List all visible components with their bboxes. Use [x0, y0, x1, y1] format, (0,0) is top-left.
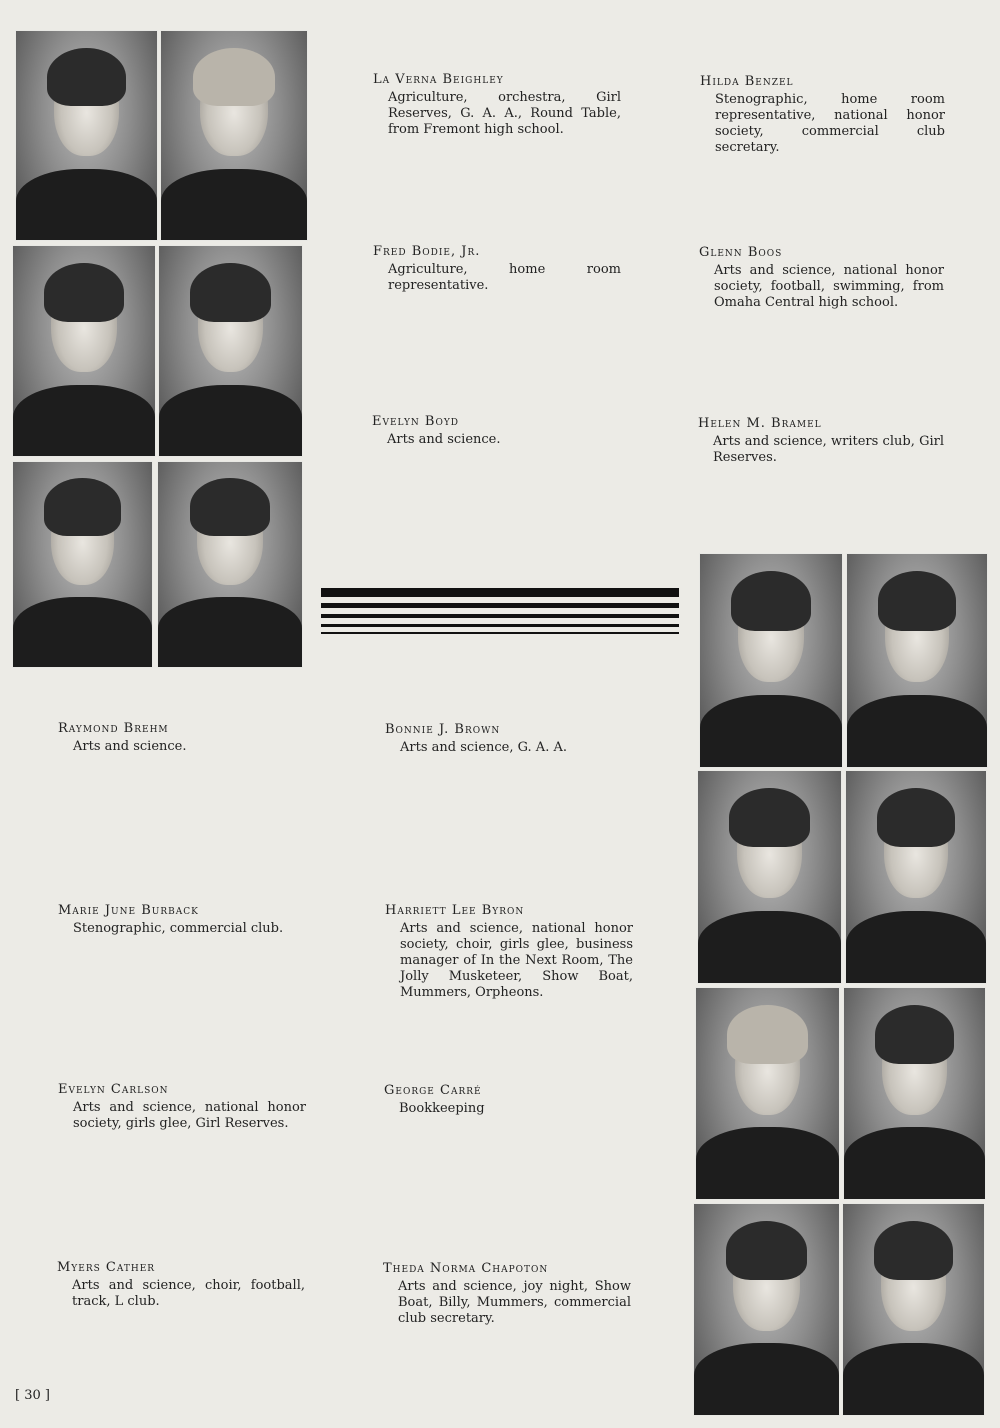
student-entry — [384, 1083, 632, 1117]
student-entry — [372, 414, 620, 448]
student-entry — [57, 1260, 305, 1310]
student-activities: Agriculture, home room representative. — [388, 262, 621, 293]
student-name: Evelyn Boyd — [372, 414, 459, 429]
student-entry — [385, 903, 633, 1001]
student-entry — [373, 244, 621, 294]
student-entry — [58, 903, 306, 937]
portrait-photo — [846, 553, 988, 768]
decorative-rule — [321, 603, 679, 608]
portrait-photo — [693, 1203, 840, 1416]
portrait-photo — [12, 461, 153, 668]
student-name: Harriett Lee Byron — [385, 903, 525, 918]
student-name: La Verna Beighley — [373, 72, 504, 87]
student-name: Glenn Boos — [699, 245, 783, 260]
portrait-photo — [158, 245, 303, 457]
student-name: Raymond Brehm — [58, 721, 169, 736]
decorative-rule — [321, 614, 679, 618]
student-activities: Arts and science, joy night, Show Boat, Billy, Mummers, commercial club secretary. — [398, 1279, 631, 1326]
student-activities: Arts and science, writers club, Girl Reserves. — [713, 434, 944, 465]
student-activities: Agriculture, orchestra, Girl Reserves, G. A. A., Round Table, from Fremont high school. — [388, 90, 621, 137]
student-activities: Stenographic, home room representative, national honor society, commercial club secretary. — [715, 92, 945, 155]
portrait-photo — [697, 770, 842, 984]
decorative-rule — [321, 588, 679, 597]
portrait-photo — [15, 30, 158, 241]
student-name: Evelyn Carlson — [58, 1082, 169, 1097]
student-entry — [698, 416, 944, 466]
student-name: Marie June Burback — [58, 903, 199, 918]
student-activities: Arts and science, national honor society, football, swimming, from Omaha Central high school. — [714, 263, 944, 310]
student-activities: Arts and science, choir, football, track, L club. — [72, 1278, 305, 1309]
student-entry — [699, 245, 944, 311]
student-entry — [58, 721, 306, 755]
portrait-photo — [845, 770, 987, 984]
student-name: Fred Bodie, Jr. — [373, 244, 481, 259]
student-entry — [383, 1261, 631, 1327]
student-activities: Arts and science. — [387, 432, 501, 447]
student-entry — [700, 74, 945, 156]
portrait-photo — [157, 461, 303, 668]
page-number: [ 30 ] — [15, 1388, 50, 1403]
student-name: Myers Cather — [57, 1260, 156, 1275]
portrait-photo — [843, 987, 986, 1200]
portrait-photo — [695, 987, 840, 1200]
portrait-photo — [699, 553, 843, 768]
student-name: Helen M. Bramel — [698, 416, 822, 431]
student-activities: Arts and science, G. A. A. — [400, 740, 567, 755]
student-entry — [58, 1082, 306, 1132]
student-name: Bonnie J. Brown — [385, 722, 501, 737]
student-activities: Arts and science, national honor society, girls glee, Girl Reserves. — [73, 1100, 306, 1131]
student-activities: Arts and science, national honor society, choir, girls glee, business manager of In the Next Room, The Jolly Musketeer, Show Boat, Mummers, Orpheons. — [400, 921, 633, 1000]
student-activities: Stenographic, commercial club. — [73, 921, 284, 936]
decorative-rule — [321, 632, 679, 634]
student-name: Theda Norma Chapoton — [383, 1261, 549, 1276]
portrait-photo — [160, 30, 308, 241]
student-entry — [385, 722, 633, 756]
student-activities: Bookkeeping — [399, 1101, 485, 1116]
portrait-photo — [12, 245, 156, 457]
student-name: George Carré — [384, 1083, 482, 1098]
portrait-photo — [842, 1203, 985, 1416]
decorative-rule — [321, 624, 679, 627]
student-entry — [373, 72, 621, 138]
student-activities: Arts and science. — [73, 739, 187, 754]
student-name: Hilda Benzel — [700, 74, 794, 89]
